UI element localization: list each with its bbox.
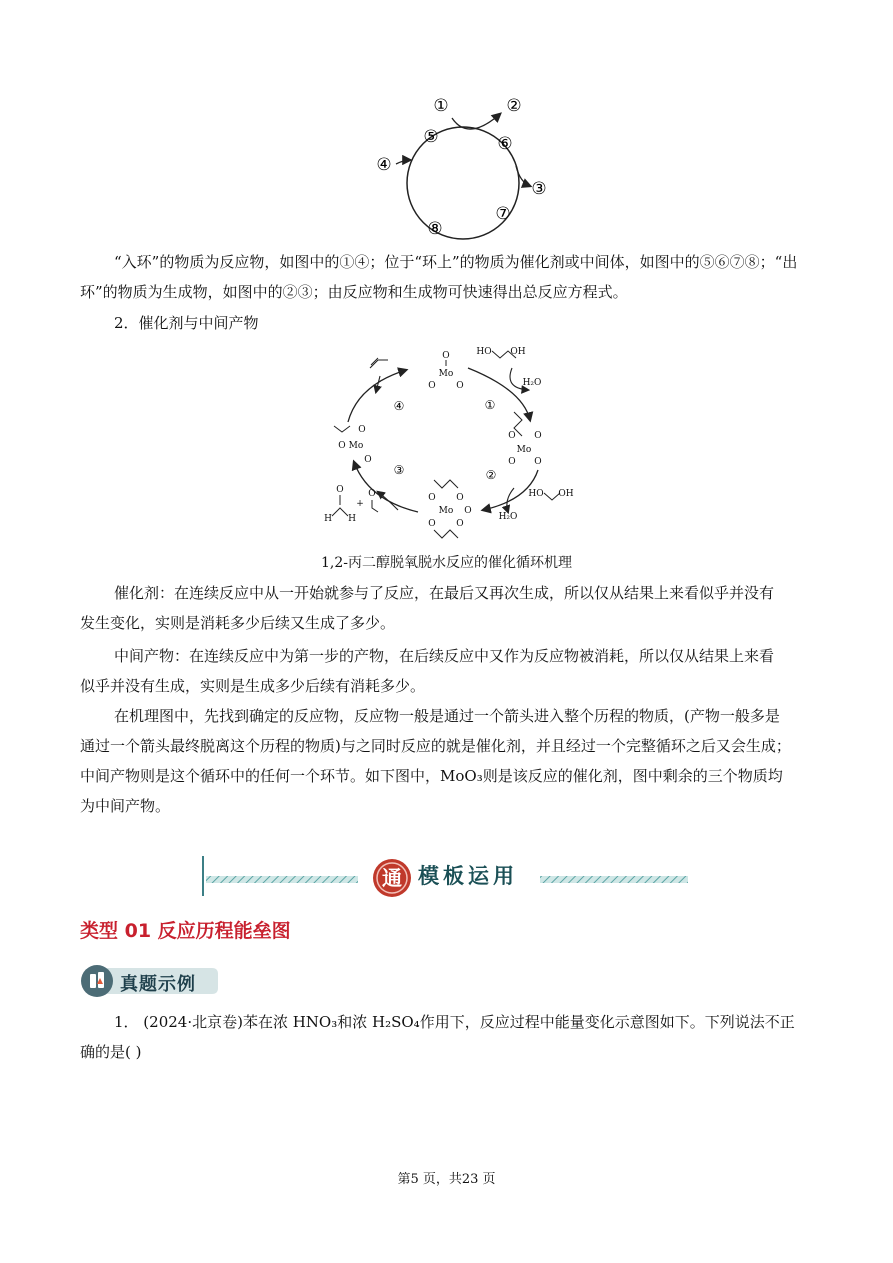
label-mo-left: Mo (348, 441, 364, 451)
mechanism-line-3: 中间产物则是这个循环中的任何一个环节。如下图中，MoO₃则是该反应的催化剂，图中剩余的三个物质均 (80, 767, 783, 785)
label-o: O (534, 431, 542, 441)
section2-heading-text: 2．催化剂与中间产物 (114, 314, 259, 332)
label-h: H (324, 514, 332, 524)
cycle-node-3: ③ (531, 179, 547, 199)
label-ho: HO (476, 347, 492, 357)
label-o: O (534, 457, 542, 467)
label-o: O (358, 425, 366, 435)
question-line-2: 确的是( ) (80, 1043, 142, 1061)
mechanism-line-1: 在机理图中，先找到确定的反应物，反应物一般是通过一个箭头进入整个历程的物质，(产物一般多是 (114, 707, 780, 725)
real-question-badge (80, 964, 220, 998)
label-o: O (338, 441, 346, 451)
cycle-node-8: ⑧ (427, 219, 443, 239)
question-paragraph (80, 1007, 820, 1067)
catalyst-paragraph (80, 578, 820, 638)
step-label-2: ② (485, 468, 497, 482)
label-o: O (456, 381, 464, 391)
step-label-4: ④ (393, 399, 405, 413)
label-h2o: H₂O (498, 512, 518, 522)
label-mo-top: Mo (438, 369, 454, 379)
question-line-1: 1． (2024·北京卷)苯在浓 HNO₃和浓 H₂SO₄作用下，反应过程中能量变化示意图如下。下列说法不正 (114, 1013, 795, 1031)
mechanism-line-2: 通过一个箭头最终脱离这个历程的物质)与之同时反应的就是催化剂，并且经过一个完整循环之后又会生成； (80, 737, 791, 755)
step-label-3: ③ (393, 463, 405, 477)
label-o: O (428, 381, 436, 391)
mechanism-figure (318, 340, 578, 545)
banner-icon-char: 通 (382, 866, 402, 890)
label-h2o: H₂O (522, 378, 542, 388)
cycle-node-4: ④ (376, 155, 392, 175)
label-oh: OH (558, 489, 574, 499)
cycle-diagram (360, 90, 560, 240)
mechanism-caption: 1,2-丙二醇脱氧脱水反应的催化循环机理 (321, 555, 572, 571)
label-o: O (456, 493, 464, 503)
step-label-1: ① (484, 398, 496, 412)
label-o: O (464, 506, 472, 516)
label-o: O (456, 519, 464, 529)
label-mo-bottom: Mo (438, 506, 454, 516)
mechanism-line-4: 为中间产物。 (80, 797, 171, 815)
label-o: O (508, 431, 516, 441)
intro-line-1: “入环”的物质为反应物，如图中的①④；位于“环上”的物质为催化剂或中间体，如图中的⑤⑥⑦⑧；“出 (114, 253, 798, 271)
label-ho: HO (528, 489, 544, 499)
label-o: O (368, 489, 376, 499)
label-o: O (508, 457, 516, 467)
banner-title: 模板运用 (418, 863, 518, 888)
label-o: O (364, 455, 372, 465)
type-title: 类型 01 反应历程能垒图 (80, 920, 291, 942)
section2-heading (80, 308, 820, 338)
catalyst-line-1: 催化剂：在连续反应中从一开始就参与了反应，在最后又再次生成，所以仅从结果上来看似乎并没有 (114, 584, 775, 602)
label-o: O (336, 485, 344, 495)
intro-line-2: 环”的物质为生成物，如图中的②③；由反应物和生成物可快速得出总反应方程式。 (80, 283, 628, 301)
label-plus: + (356, 499, 364, 509)
label-o: O (428, 519, 436, 529)
label-h: H (348, 514, 356, 524)
label-o: O (428, 493, 436, 503)
intro-paragraph (80, 247, 820, 307)
label-o: O (442, 351, 450, 361)
cycle-node-7: ⑦ (495, 204, 511, 224)
page-footer: 第5 页，共23 页 (397, 1172, 496, 1187)
intermediate-line-1: 中间产物：在连续反应中为第一步的产物，在后续反应中又作为反应物被消耗，所以仅从结果上来看 (114, 647, 775, 665)
cycle-node-5: ⑤ (423, 127, 439, 147)
label-oh: OH (510, 347, 526, 357)
catalyst-line-2: 发生变化，实则是消耗多少后续又生成了多少。 (80, 614, 396, 632)
mechanism-paragraph (80, 701, 820, 821)
intermediate-line-2: 似乎并没有生成，实则是生成多少后续有消耗多少。 (80, 677, 426, 695)
cycle-node-6: ⑥ (497, 134, 513, 154)
intermediate-paragraph (80, 641, 820, 701)
cycle-node-1: ① (433, 96, 449, 116)
badge-label: 真题示例 (120, 974, 196, 995)
cycle-node-2: ② (506, 96, 522, 116)
label-mo-right: Mo (516, 445, 532, 455)
